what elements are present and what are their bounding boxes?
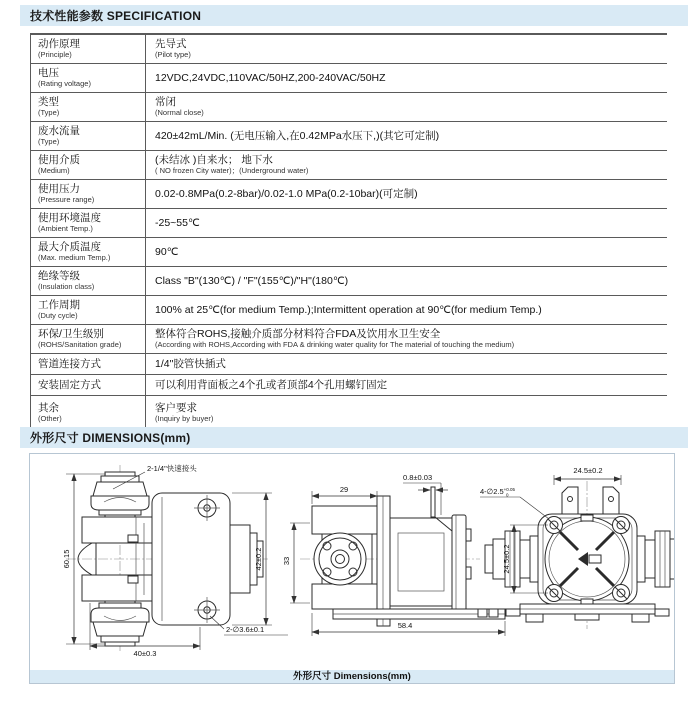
spec-value-sub: ( NO frozen City water)；(Underground water) <box>155 166 309 175</box>
dim-side-top-width: 29 <box>339 485 349 494</box>
back-view-drawing <box>480 466 674 629</box>
table-row <box>31 179 668 208</box>
spec-value-main: 0.02-0.8MPa(0.2-8bar)/0.02-1.0 MPa(0.2-10bar)(可定制) <box>155 187 418 200</box>
spec-label-en: (Principle) <box>38 50 72 60</box>
drawing-caption: 外形尺寸 Dimensions(mm) <box>30 670 674 683</box>
spec-value-main: (未结冰 )自来水； 地下水 <box>155 154 273 166</box>
section-title: 技术性能参数 SPECIFICATION <box>30 9 202 23</box>
spec-label-cell <box>31 353 146 374</box>
spec-label-en: (Duty cycle) <box>38 311 78 320</box>
dim-plate-height: 42±0.2 <box>254 547 263 571</box>
spec-label-cell <box>31 150 146 179</box>
spec-value-cell <box>146 353 668 374</box>
dimensions-drawing-box <box>29 453 675 684</box>
spec-label-cn: 电压 <box>38 67 59 79</box>
spade-terminals <box>562 487 619 514</box>
spec-label-en: (Ambient Temp.) <box>38 224 93 233</box>
table-row <box>31 374 668 395</box>
spec-value-cell <box>146 34 668 63</box>
spec-label-en: (Other) <box>38 414 62 424</box>
dim-side-left-height: 33 <box>282 556 291 566</box>
side-view-drawing <box>282 473 505 636</box>
side-connector <box>485 531 538 587</box>
section-header-dimensions <box>20 427 688 448</box>
spec-value-main: 420±42mL/Min. (无电压输入,在0.42MPa水压下,)(其它可定制) <box>155 129 440 142</box>
spec-value-sub: (Normal close) <box>155 108 204 117</box>
table-row <box>31 266 668 295</box>
spec-label-en: (Pressure range) <box>38 195 95 204</box>
spec-label-en: (Insulation class) <box>38 282 95 291</box>
table-row <box>31 237 668 266</box>
spec-value-cell <box>146 374 668 395</box>
spec-label-cell <box>31 179 146 208</box>
spec-label-cell <box>31 121 146 150</box>
spec-value-cell <box>146 324 668 353</box>
spec-label-cn: 其余 <box>38 402 59 415</box>
spec-label-cell <box>31 63 146 92</box>
spec-label-cn: 绝缘等级 <box>38 270 80 282</box>
spec-label-cn: 最大介质温度 <box>38 241 101 253</box>
spec-label-en: (Type) <box>38 137 60 146</box>
spec-value-main: 12VDC,24VDC,110VAC/50HZ,200-240VAC/50HZ <box>155 71 386 84</box>
spec-value-sub: (Pilot type) <box>155 50 191 60</box>
table-row <box>31 324 668 353</box>
spec-label-cn: 安装固定方式 <box>38 378 101 391</box>
spec-value-main: 90℃ <box>155 245 179 258</box>
spec-label-cell <box>31 324 146 353</box>
spec-label-cn: 管道连接方式 <box>38 357 101 370</box>
spec-value-main: Class "B"(130℃) / "F"(155℃)/"H"(180℃) <box>155 274 349 287</box>
technical-drawing <box>30 454 674 671</box>
spec-label-en: (Type) <box>38 108 60 117</box>
table-row <box>31 34 668 63</box>
spec-label-cell <box>31 395 146 431</box>
spec-value-main: 先导式 <box>155 38 187 51</box>
spec-label-cell <box>31 34 146 63</box>
spec-label-cn: 使用介质 <box>38 154 80 166</box>
table-row <box>31 92 668 121</box>
spec-value-sub: (According with ROHS,According with FDA & drinking water quality for The material of touching the medium) <box>155 340 515 349</box>
spec-label-cell <box>31 374 146 395</box>
spec-value-main: 整体符合ROHS,接触介质部分材料符合FDA及饮用水卫生安全 <box>155 328 441 340</box>
spec-label-cn: 动作原理 <box>38 38 80 51</box>
spec-label-cn: 使用压力 <box>38 183 80 195</box>
spec-value-main: 客户要求 <box>155 402 197 415</box>
spec-value-main: 1/4"胶管快插式 <box>155 357 226 370</box>
spec-label-en: (ROHS/Sanitation grade) <box>38 340 122 349</box>
hole-callout: 2-∅3.6±0.1 <box>226 625 265 634</box>
spec-value-cell <box>146 179 668 208</box>
dim-side-bottom-width: 58.4 <box>397 621 413 630</box>
table-row <box>31 395 668 431</box>
spec-value-cell <box>146 150 668 179</box>
dim-hole-spacing: 24.5±0.2 <box>502 544 511 574</box>
back-hole-callout: $4-\emptyset 2.5^{+0.05}$ 0 <box>480 487 516 498</box>
dim-bottom-width: 40±0.3 <box>133 649 157 658</box>
spec-label-cell <box>31 266 146 295</box>
spec-label-cell <box>31 295 146 324</box>
spec-label-cn: 废水流量 <box>38 125 80 137</box>
spec-value-main: 可以利用背面板之4个孔或者顶部4个孔用螺钉固定 <box>155 378 388 391</box>
table-row <box>31 295 668 324</box>
spec-label-cell <box>31 237 146 266</box>
spec-value-cell <box>146 121 668 150</box>
spec-value-cell <box>146 208 668 237</box>
spec-table <box>30 33 667 432</box>
spec-value-cell <box>146 237 668 266</box>
table-row <box>31 121 668 150</box>
spec-label-en: (Rating voltage) <box>38 79 91 88</box>
spec-label-cn: 工作周期 <box>38 299 80 311</box>
spec-value-cell <box>146 266 668 295</box>
spec-value-cell <box>146 295 668 324</box>
section-header-specification <box>20 5 688 26</box>
spec-value-main: 100% at 25℃(for medium Temp.);Intermittent operation at 90℃(for medium Temp.) <box>155 303 542 316</box>
table-row <box>31 150 668 179</box>
spec-value-cell <box>146 92 668 121</box>
spec-value-cell <box>146 395 668 431</box>
connector-callout: 2-1/4"快速接头 <box>147 464 197 473</box>
dim-terminal-thickness: 0.8±0.03 <box>403 473 433 482</box>
section-title: 外形尺寸 DIMENSIONS(mm) <box>30 431 191 445</box>
table-row <box>31 353 668 374</box>
spec-label-cn: 环保/卫生级别 <box>38 328 104 340</box>
spec-label-cell <box>31 208 146 237</box>
spec-label-cell <box>31 92 146 121</box>
dim-overall-height: 60.15 <box>62 549 71 569</box>
spec-value-main: 常闭 <box>155 96 176 108</box>
dim-back-top-width: 24.5±0.2 <box>573 466 603 475</box>
spec-label-en: (Max. medium Temp.) <box>38 253 111 262</box>
spec-value-cell <box>146 63 668 92</box>
table-row <box>31 63 668 92</box>
spec-label-cn: 类型 <box>38 96 59 108</box>
table-row <box>31 208 668 237</box>
spec-value-main: -25~55℃ <box>155 216 200 229</box>
spec-value-sub: (Inquiry by buyer) <box>155 414 214 424</box>
spec-label-cn: 使用环境温度 <box>38 212 101 224</box>
spec-label-en: (Medium) <box>38 166 70 175</box>
front-view-drawing <box>62 463 288 658</box>
